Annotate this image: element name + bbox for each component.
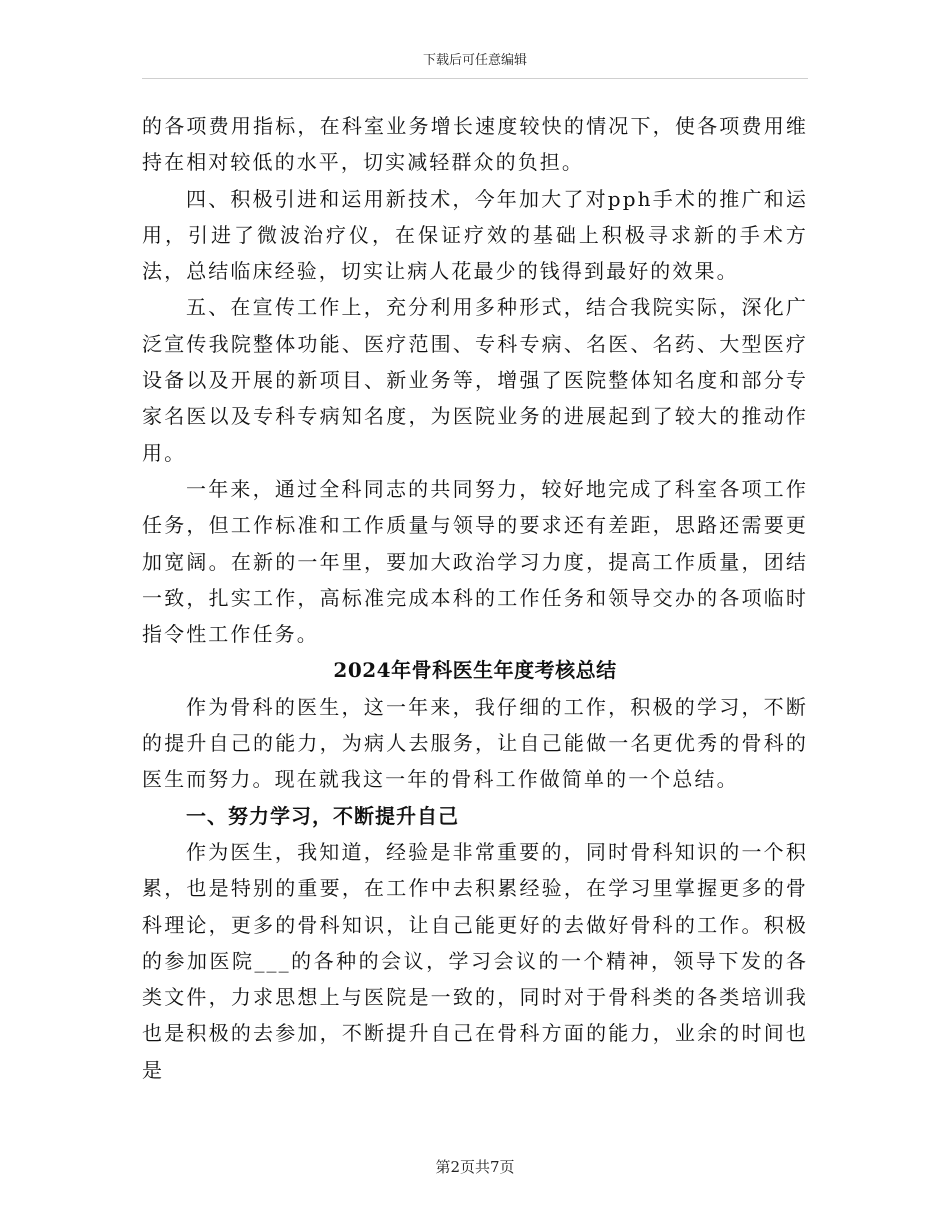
paragraph-study: 作为医生，我知道，经验是非常重要的，同时骨科知识的一个积累，也是特别的重要，在工作中去积累经验，在学习里掌握更多的骨科理论，更多的骨科知识，让自己能更好的去做好骨科的工作。积极的参加医院___的各种的会议，学习会议的一个精神，领导下发的各类文件，力求思想上与医院是一致的，同时对于骨科类的各类培训我也是积极的去参加，不断提升自己在骨科方面的能力，业余的时间也是: [142, 839, 808, 1082]
section-heading-study: 一、努力学习，不断提升自己: [186, 803, 459, 828]
paragraph-introduction: 作为骨科的医生，这一年来，我仔细的工作，积极的学习，不断的提升自己的能力，为病人去服务，让自己能做一名更优秀的骨科的医生而努力。现在就我这一年的骨科工作做简单的一个总结。: [142, 694, 808, 792]
header-divider: [142, 78, 808, 79]
paragraph-year-summary: 一年来，通过全科同志的共同努力，较好地完成了科室各项工作任务，但工作标准和工作质量与领导的要求还有差距，思路还需要更加宽阔。在新的一年里，要加大政治学习力度，提高工作质量，团结一致，扎实工作，高标准完成本科的工作任务和领导交办的各项临时指令性工作任务。: [142, 476, 808, 647]
paragraph-cost-control: 的各项费用指标，在科室业务增长速度较快的情况下，使各项费用维持在相对较低的水平，切实减轻群众的负担。: [142, 114, 808, 175]
document-title: 2024年骨科医生年度考核总结: [333, 658, 617, 683]
paragraph-publicity: 五、在宣传工作上，充分利用多种形式，结合我院实际，深化广泛宣传我院整体功能、医疗范围、专科专病、名医、名药、大型医疗设备以及开展的新项目、新业务等，增强了医院整体知名度和部分专家名医以及专科专病知名度，为医院业务的进展起到了较大的推动作用。: [142, 295, 808, 465]
page-header: 下载后可任意编辑: [422, 53, 527, 68]
document-body: [142, 108, 808, 1088]
page-footer: 第2页共7页: [435, 1158, 515, 1176]
paragraph-new-technology: 四、积极引进和运用新技术，今年加大了对pph手术的推广和运用，引进了微波治疗仪，在保证疗效的基础上积极寻求新的手术方法，总结临床经验，切实让病人花最少的钱得到最好的效果。: [142, 186, 808, 284]
